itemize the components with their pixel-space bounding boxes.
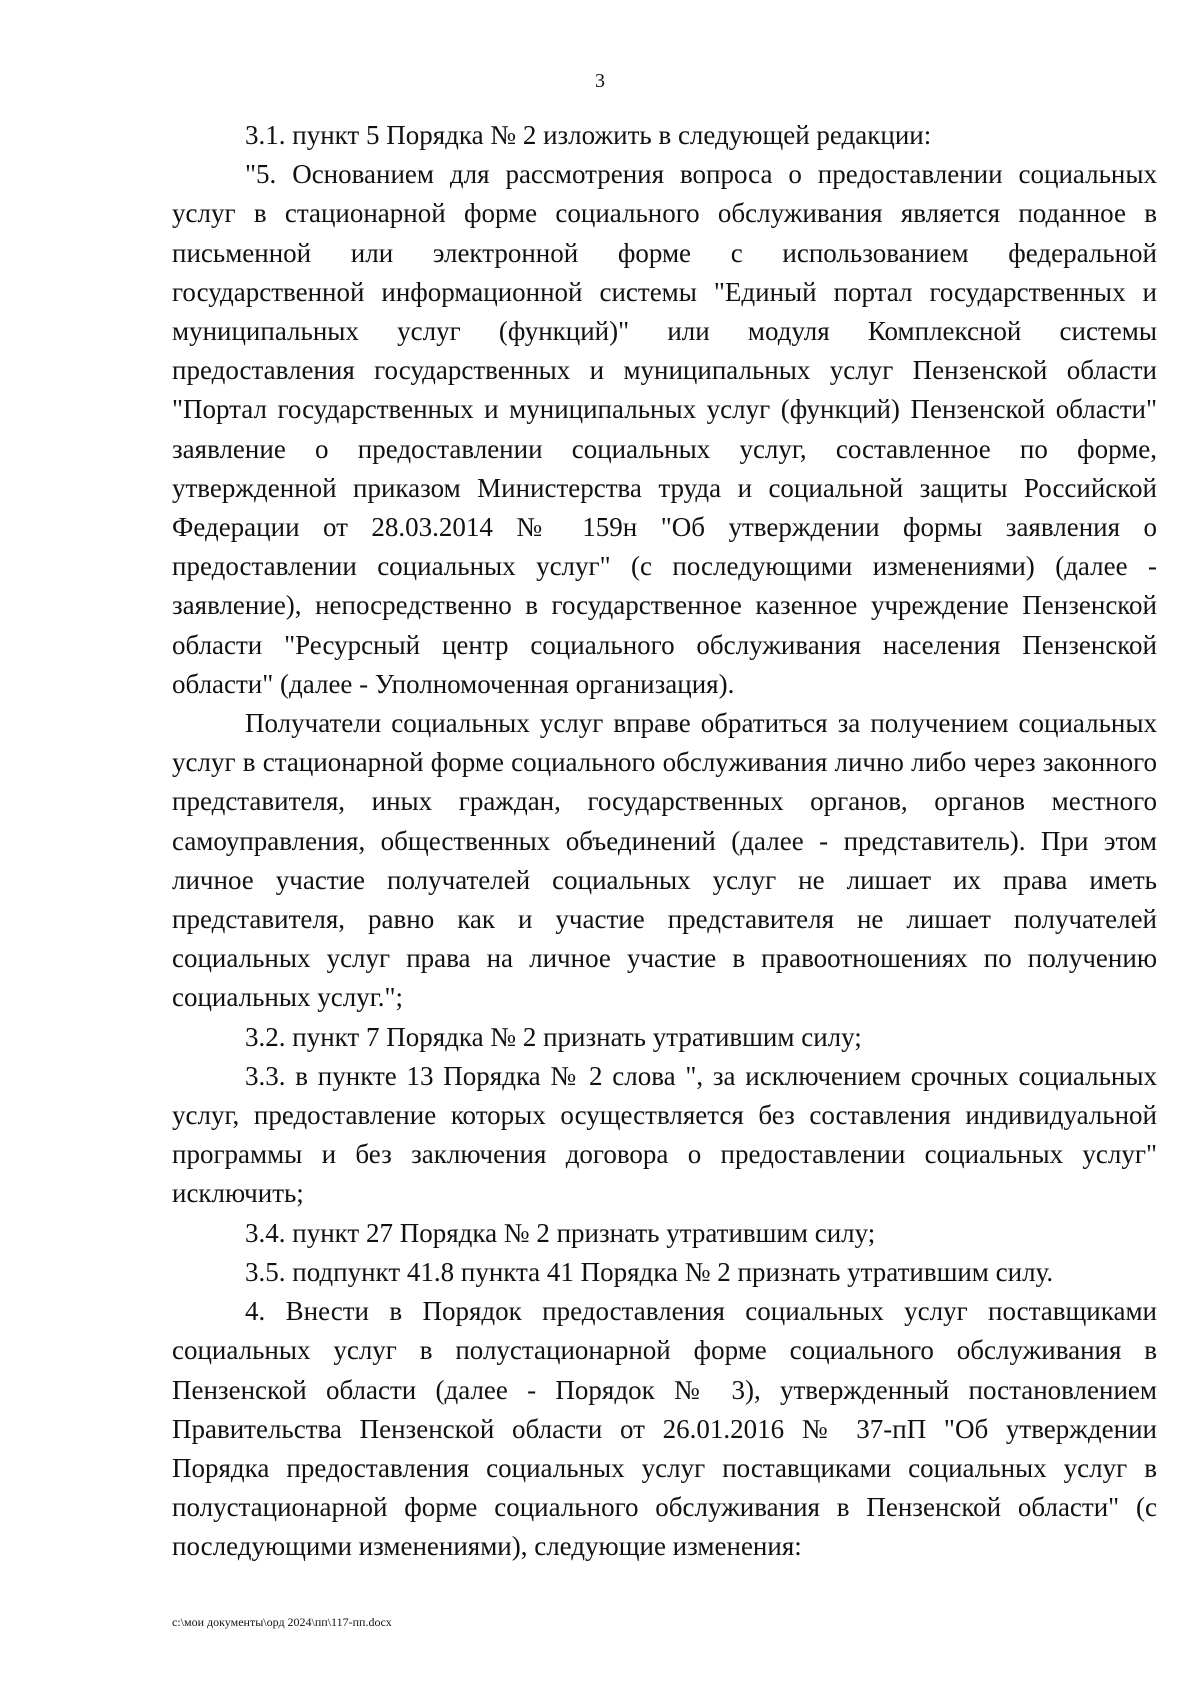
paragraph-3-4: 3.4. пункт 27 Порядка № 2 признать утратившим силу;	[245, 1217, 876, 1248]
footer-file-path: c:\мои документы\орд 2024\пп\117-пп.docx	[172, 1615, 392, 1629]
paragraph-3-5: 3.5. подпункт 41.8 пункта 41 Порядка № 2 признать утратившим силу.	[245, 1256, 1054, 1287]
page-number: 3	[595, 70, 605, 92]
document-body	[172, 116, 1157, 1567]
paragraph-4: 4. Внести в Порядок предоставления социальных услуг поставщиками социальных услуг в полустационарной форме социального обслуживания в Пензенской области (далее - Порядок № 3), утвержденный постановлением Правительства Пензенской области от 26.01.2016 № 37-пП "Об утверждении Порядка предоставления социальных услуг поставщиками социальных услуг в полустационарной форме социального обслуживания в Пензенской области" (с последующими изменениями), следующие изменения:	[172, 1296, 1157, 1562]
paragraph-3-2: 3.2. пункт 7 Порядка № 2 признать утратившим силу;	[245, 1021, 862, 1052]
paragraph-3-3: 3.3. в пункте 13 Порядка № 2 слова ", за исключением срочных социальных услуг, предоставление которых осуществляется без составления индивидуальной программы и без заключения договора о предоставлении социальных услуг" исключить;	[172, 1060, 1157, 1209]
paragraph-point-5: "5. Основанием для рассмотрения вопроса о предоставлении социальных услуг в стационарной форме социального обслуживания является поданное в письменной или электронной форме с использованием федеральной государственной информационной системы "Единый портал государственных и муниципальных услуг (функций)" или модуля Комплексной системы предоставления государственных и муниципальных услуг Пензенской области "Портал государственных и муниципальных услуг (функций) Пензенской области" заявление о предоставлении социальных услуг, составленное по форме, утвержденной приказом Министерства труда и социальной защиты Российской Федерации от 28.03.2014 № 159н "Об утверждении формы заявления о предоставлении социальных услуг" (с последующими изменениями) (далее - заявление), непосредственно в государственное казенное учреждение Пензенской области "Ресурсный центр социального обслуживания населения Пензенской области" (далее - Уполномоченная организация).	[172, 159, 1157, 699]
paragraph-3-1: 3.1. пункт 5 Порядка № 2 изложить в следующей редакции:	[245, 120, 932, 150]
paragraph-recipients: Получатели социальных услуг вправе обратиться за получением социальных услуг в стационарной форме социального обслуживания лично либо через законного представителя, иных граждан, государственных органов, органов местного самоуправления, общественных объединений (далее - представитель). При этом личное участие получателей социальных услуг не лишает их права иметь представителя, равно как и участие представителя не лишает получателей социальных услуг права на личное участие в правоотношениях по получению социальных услуг.";	[172, 708, 1157, 1013]
